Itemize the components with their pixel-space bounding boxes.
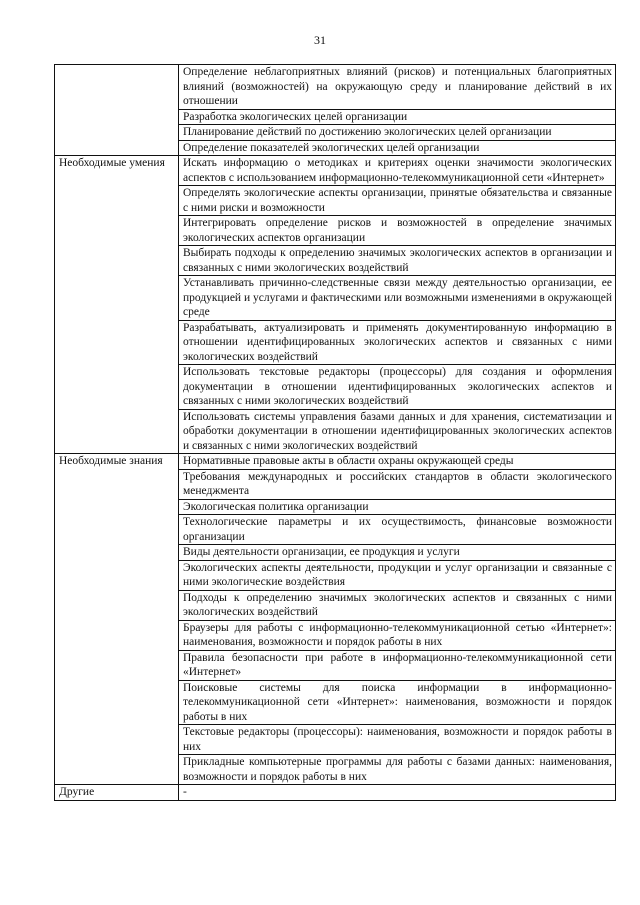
- section-label: [55, 65, 179, 156]
- table-cell: Планирование действий по достижению экологических целей организации: [179, 125, 616, 141]
- table-cell: -: [179, 785, 616, 801]
- table-cell: Использовать текстовые редакторы (процессоры) для создания и оформления документации в отношении идентифицированных экологических аспектов и связанных с ними экологических воздействий: [179, 365, 616, 410]
- table-cell: Виды деятельности организации, ее продукция и услуги: [179, 545, 616, 561]
- table-cell: Экологическая политика организации: [179, 499, 616, 515]
- table-row: [55, 454, 616, 470]
- table-cell: Требования международных и российских стандартов в области экологического менеджмента: [179, 469, 616, 499]
- table-cell: Определять экологические аспекты организации, принятые обязательства и связанные с ними риски и возможности: [179, 186, 616, 216]
- table-cell: Подходы к определению значимых экологических аспектов и связанных с ними экологических воздействий: [179, 590, 616, 620]
- table-row: [55, 156, 616, 186]
- table-cell: Браузеры для работы с информационно-телекоммуникационной сетью «Интернет»: наименования, возможности и порядок работы в них: [179, 620, 616, 650]
- table-cell: Интегрировать определение рисков и возможностей в определение значимых экологических аспектов организации: [179, 216, 616, 246]
- table-cell: Определение неблагоприятных влияний (рисков) и потенциальных благоприятных влияний (возможностей) на окружающую среду и планирование действий в их отношении: [179, 65, 616, 110]
- section-label: Необходимые умения: [55, 156, 179, 454]
- table-cell: Выбирать подходы к определению значимых экологических аспектов в организации и связанных с ними экологических воздействий: [179, 246, 616, 276]
- table-cell: Технологические параметры и их осуществимость, финансовые возможности организации: [179, 515, 616, 545]
- table-cell: Правила безопасности при работе в информационно-телекоммуникационной сети «Интернет»: [179, 650, 616, 680]
- table-row: [55, 785, 616, 801]
- table-cell: Текстовые редакторы (процессоры): наименования, возможности и порядок работы в них: [179, 725, 616, 755]
- table-cell: Определение показателей экологических целей организации: [179, 140, 616, 156]
- table-cell: Устанавливать причинно-следственные связи между деятельностью организации, ее продукцией и услугами и фактическими или возможными изменениями в окружающей среде: [179, 276, 616, 321]
- table-cell: Экологических аспекты деятельности, продукции и услуг организации и связанные с ними экологические воздействия: [179, 560, 616, 590]
- section-label: Другие: [55, 785, 179, 801]
- table-cell: Прикладные компьютерные программы для работы с базами данных: наименования, возможности и порядок работы в них: [179, 755, 616, 785]
- table-row: [55, 65, 616, 110]
- section-label: Необходимые знания: [55, 454, 179, 785]
- page-number: 31: [314, 33, 326, 47]
- table-cell: Поисковые системы для поиска информации в информационно-телекоммуникационной сети «Интернет»: наименования, возможности и порядок работы в них: [179, 680, 616, 725]
- competency-table: [54, 64, 616, 801]
- table-cell: Нормативные правовые акты в области охраны окружающей среды: [179, 454, 616, 470]
- competency-table-body: [55, 65, 616, 801]
- table-cell: Разработка экологических целей организации: [179, 109, 616, 125]
- table-cell: Разрабатывать, актуализировать и применять документированную информацию в отношении идентифицированных экологических аспектов и связанных с ними экологических воздействий: [179, 320, 616, 365]
- table-cell: Искать информацию о методиках и критериях оценки значимости экологических аспектов с использованием информационно-телекоммуникационной сети «Интернет»: [179, 156, 616, 186]
- table-cell: Использовать системы управления базами данных и для хранения, систематизации и обработки документации в отношении идентифицированных экологических аспектов и связанных с ними экологических воздействий: [179, 409, 616, 454]
